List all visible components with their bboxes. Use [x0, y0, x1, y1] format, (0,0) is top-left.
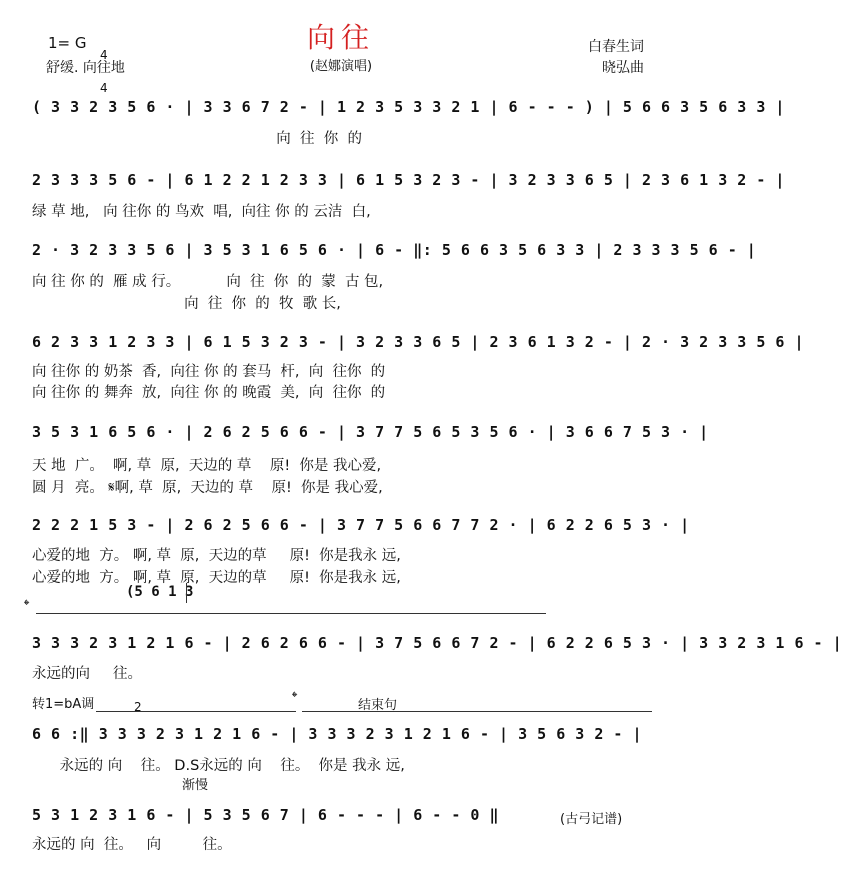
notation-line-6: 2 2 2 1 5 3 - | 2 6 2 5 6 6 - | 3 7 7 5 6 6 7 7 2 · | 6 2 2 6 5 3 · |	[32, 516, 690, 534]
notator-credit: (古弓记谱)	[560, 812, 623, 827]
lyricist: 白春生词	[588, 39, 644, 55]
modulation-marking: 转1=bA调	[32, 697, 95, 712]
lyric-line-8: 永远的 向 往。 D.S永远的 向 往。 你是 我永 远,	[32, 758, 405, 774]
composer: 晓弘曲	[602, 60, 644, 76]
lyric-line-6b: 心爱的地 方。 啊, 草 原, 天边的草 原! 你是我永 远,	[32, 570, 401, 586]
tempo-marking: 舒缓. 向往地	[46, 60, 125, 76]
song-title: 向往	[306, 21, 375, 54]
second-ending-bracket	[96, 711, 296, 712]
ending-bracket	[302, 711, 652, 712]
notation-line-5: 3 5 3 1 6 5 6 · | 2 6 2 5 6 6 - | 3 7 7 5 6 5 3 5 6 · | 3 6 6 7 5 3 · |	[32, 423, 709, 441]
lyric-line-5a: 天 地 广。 啊, 草 原, 天边的 草 原! 你是 我心爱,	[32, 458, 382, 474]
singer: (赵娜演唱)	[309, 59, 373, 74]
notation-line-2: 2 3 3 3 5 6 - | 6 1 2 2 1 2 3 3 | 6 1 5 3 2 3 - | 3 2 3 3 6 5 | 2 3 6 1 3 2 - |	[32, 171, 785, 189]
notation-line-8: 6 6 :‖ 3 3 3 2 3 1 2 1 6 - | 3 3 3 2 3 1 2 1 6 - | 3 5 6 3 2 - |	[32, 725, 642, 743]
second-ending-number: 2	[134, 700, 142, 714]
notation-line-4: 6 2 3 3 1 2 3 3 | 6 1 5 3 2 3 - | 3 2 3 3 6 5 | 2 3 6 1 3 2 - | 2 · 3 2 3 3 5 6 |	[32, 333, 804, 351]
lyric-line-7: 永远的向 往。	[32, 666, 143, 682]
notation-line-7: 3 3 3 2 3 1 2 1 6 - | 2 6 2 6 6 - | 3 7 5 6 6 7 2 - | 6 2 2 6 5 3 · | 3 3 2 3 1 6 - |	[32, 634, 842, 652]
ending-label: 结束句	[358, 698, 398, 713]
lyric-line-4b: 向 往你 的 舞奔 放, 向往 你 的 晚霞 美, 向 往你 的	[32, 385, 386, 401]
coda-sign-2: 𝄌	[292, 688, 298, 706]
notation-line-1: ( 3 3 2 3 5 6 · | 3 3 6 7 2 - | 1 2 3 5 3 3 2 1 | 6 - - - ) | 5 6 6 3 5 6 3 3 |	[32, 98, 785, 116]
lyric-line-5b: 圆 月 亮。 𝄋啊, 草 原, 天边的 草 原! 你是 我心爱,	[32, 480, 383, 496]
coda-sign: 𝄌	[24, 596, 30, 614]
lyric-line-3b: 向 往 你 的 牧 歌 长,	[32, 296, 341, 312]
time-signature-bottom: 4	[100, 81, 108, 95]
notation-line-3: 2 · 3 2 3 3 5 6 | 3 5 3 1 6 5 6 · | 6 - ‖: 5 6 6 3 5 6 3 3 | 2 3 3 3 5 6 - |	[32, 241, 757, 259]
notation-line-9: 5 3 1 2 3 1 6 - | 5 3 5 6 7 | 6 - - - | 6 - - 0 ‖	[32, 806, 500, 824]
lyric-line-4a: 向 往你 的 奶茶 香, 向往 你 的 套马 杆, 向 往你 的	[32, 364, 386, 380]
lyric-line-1: 向 往 你 的	[32, 131, 362, 147]
coda-bracket-line	[36, 613, 546, 614]
alt-notes-bar	[186, 583, 187, 603]
time-signature-top: 4	[100, 48, 108, 62]
lyric-line-6a: 心爱的地 方。 啊, 草 原, 天边的草 原! 你是我永 远,	[32, 548, 401, 564]
lyric-line-2: 绿 草 地, 向 往你 的 鸟欢 唱, 向往 你 的 云洁 白,	[32, 204, 371, 220]
alternate-notes: (5 6 1 3	[126, 584, 194, 600]
key-signature: 1= G	[48, 34, 87, 52]
lyric-line-3a: 向 往 你 的 雁 成 行。 向 往 你 的 蒙 古 包,	[32, 274, 384, 290]
tempo-change: 渐慢	[182, 778, 209, 793]
lyric-line-9: 永远的 向 往。 向 往。	[32, 837, 232, 853]
